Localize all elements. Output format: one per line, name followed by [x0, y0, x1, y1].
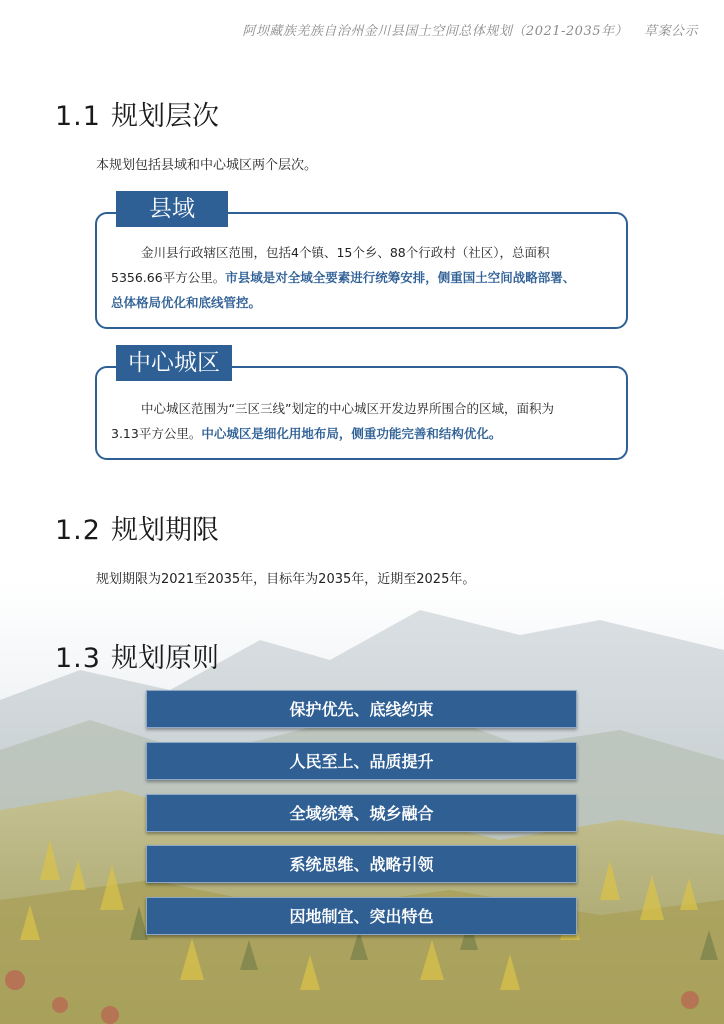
center-city-tab: 中心城区	[116, 345, 232, 381]
principle-bar: 保护优先、底线约束	[146, 690, 577, 728]
county-box	[95, 196, 628, 329]
center-line-1: 中心城区范围为“三区三线”划定的中心城区开发边界所围合的区域，面积为	[141, 401, 554, 416]
section-intro: 规划期限为2021至2035年，目标年为2035年，近期至2025年。	[96, 572, 476, 587]
county-tab: 县域	[116, 191, 228, 227]
section-heading: 规划层次	[110, 101, 219, 132]
principle-bar: 因地制宜、突出特色	[146, 897, 577, 935]
center-highlight: 中心城区是细化用地布局，侧重功能完善和结构优化。	[201, 426, 502, 441]
section-title-1-2	[55, 508, 219, 547]
principle-bar: 人民至上、品质提升	[146, 742, 577, 780]
page-header	[242, 20, 698, 39]
section-number: 1.1	[55, 101, 101, 132]
county-line-2: 5356.66平方公里。	[111, 270, 226, 285]
section-number: 1.2	[55, 515, 101, 546]
section-intro: 本规划包括县域和中心城区两个层次。	[96, 158, 318, 173]
section-title-1-3	[55, 636, 219, 675]
header-title: 阿坝藏族羌族自治州金川县国土空间总体规划（2021-2035年）	[242, 24, 628, 39]
county-line-1: 金川县行政辖区范围，包括4个镇、15个乡、88个行政村（社区），总面积	[141, 245, 550, 260]
section-heading: 规划期限	[110, 515, 219, 546]
county-highlight-1: 市县域是对全域全要素进行统筹安排，侧重国土空间战略部署、	[225, 270, 576, 285]
center-line-2: 3.13平方公里。	[111, 426, 202, 441]
center-city-box	[95, 350, 628, 460]
county-highlight-2: 总体格局优化和底线管控。	[111, 295, 262, 310]
section-heading: 规划原则	[110, 643, 219, 674]
county-text	[97, 214, 626, 315]
principle-bar: 全域统筹、城乡融合	[146, 794, 577, 832]
section-title-1-1	[55, 94, 219, 133]
principle-bar: 系统思维、战略引领	[146, 845, 577, 883]
header-status: 草案公示	[643, 24, 698, 39]
section-number: 1.3	[55, 643, 101, 674]
